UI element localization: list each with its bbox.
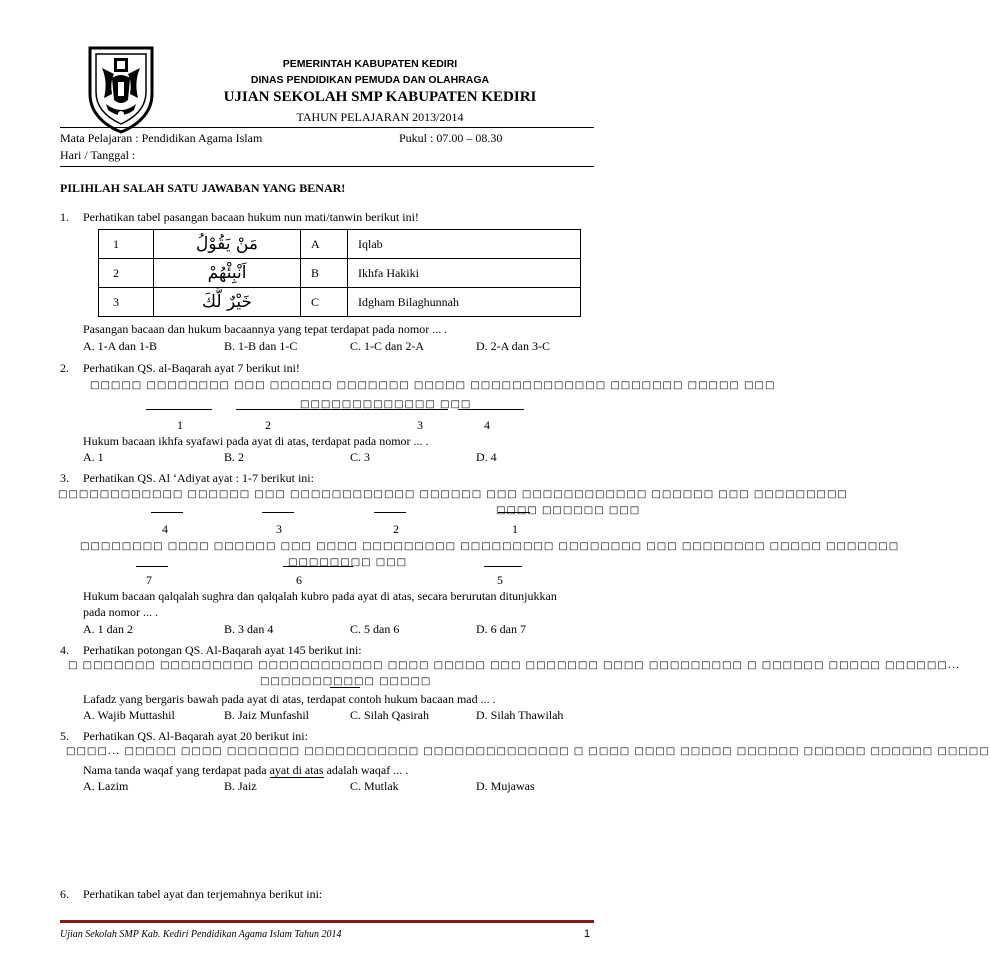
q2-option-c[interactable]: C. 3 [350,450,371,464]
day-date-line: Hari / Tanggal : [60,148,136,162]
q1-number: 1. [60,210,69,224]
q3-underline-2 [374,512,406,513]
q2-option-a[interactable]: A. 1 [83,450,104,464]
q2-underline-4 [458,409,524,410]
q3-underline-1 [498,512,530,513]
row-letter: A [301,230,348,259]
q2-prompt: Hukum bacaan ikhfa syafawi pada ayat di atas, terdapat pada nomor ... . [83,434,429,448]
q2-number: 2. [60,361,69,375]
page-number: 1 [584,928,591,940]
header-exam-title: UJIAN SEKOLAH SMP KABUPATEN KEDIRI [223,89,537,105]
q2-marker-3: 3 [417,418,423,432]
q3-underline-3 [262,512,294,513]
subject-line: Mata Pelajaran : Pendidikan Agama Islam [60,131,263,145]
q4-option-b[interactable]: B. Jaiz Munfashil [224,708,309,722]
q3-verse-line2: □□□□□□□□ □□□□ □□□□□□ □□□ □□□□ □□□□□□□□□ □□□□□□□□□ □□□□□□□□ □□□ □□□□□□□□ □□□□□ □□□□□□□ [80,541,900,552]
table-row [99,288,581,317]
header-school-year: TAHUN PELAJARAN 2013/2014 [296,110,464,124]
q3-marker-3: 3 [276,522,282,536]
q2-marker-2: 2 [265,418,271,432]
row-number: 2 [99,259,154,288]
q3-marker-2: 2 [393,522,399,536]
q4-number: 4. [60,643,69,657]
q1-option-a[interactable]: A. 1-A dan 1-B [83,339,157,353]
q4-verse-line2: □□□□□□□□□□□ □□□□□ [260,676,432,687]
table-row [99,259,581,288]
q4-text: Perhatikan potongan QS. Al-Baqarah ayat 145 berikut ini: [83,643,362,657]
q3-option-a[interactable]: A. 1 dan 2 [83,622,133,636]
q3-prompt-line1: Hukum bacaan qalqalah sughra dan qalqalah kubro pada ayat di atas, secara berurutan ditunjukkan [83,589,557,603]
q5-option-d[interactable]: D. Mujawas [476,779,535,793]
q2-underline-1 [146,409,212,410]
q3-verse-line1b: □□□□ □□□□□□ □□□ [496,505,641,516]
q2-option-d[interactable]: D. 4 [476,450,497,464]
arabic-phrase: خَيْرٌ لَّكَ [154,288,301,317]
q3-underline-5 [484,566,522,567]
q6-text: Perhatikan tabel ayat dan terjemahnya berikut ini: [83,887,323,901]
q6-number: 6. [60,887,69,901]
q3-option-d[interactable]: D. 6 dan 7 [476,622,526,636]
law-name: Iqlab [348,230,581,259]
q5-verse-line1: □□□□... □□□□□ □□□□ □□□□□□□ □□□□□□□□□□□ □□□□□□□□□□□□□□ □ □□□□ □□□□ □□□□□ □□□□□□ □□□□□□ □□□□□□ □□□□□ [66,746,990,757]
q3-option-b[interactable]: B. 3 dan 4 [224,622,274,636]
q5-prompt [83,763,408,778]
arabic-phrase: مَنْ يَقُوْلُ [154,230,301,259]
q2-option-b[interactable]: B. 2 [224,450,245,464]
q3-option-c[interactable]: C. 5 dan 6 [350,622,400,636]
q2-verse-line2: □□□□□□□□□□□□□ □□□ [300,399,472,410]
q2-marker-4: 4 [484,418,490,432]
meta-divider [60,166,594,167]
q3-number: 3. [60,471,69,485]
header-divider [60,127,594,128]
q3-underline-6 [283,566,353,567]
q2-marker-1: 1 [177,418,183,432]
q4-underline [330,687,360,688]
q5-option-a[interactable]: A. Lazim [83,779,129,793]
q3-underline-7 [136,566,168,567]
row-letter: C [301,288,348,317]
footer-text: Ujian Sekolah SMP Kab. Kediri Pendidikan Agama Islam Tahun 2014 [60,929,342,940]
q5-option-c[interactable]: C. Mutlak [350,779,399,793]
q2-underline-3 [386,409,448,410]
q1-option-d[interactable]: D. 2-A dan 3-C [476,339,550,353]
row-letter: B [301,259,348,288]
instruction: PILIHLAH SALAH SATU JAWABAN YANG BENAR! [60,181,346,195]
q3-text: Perhatikan QS. Al ‘Adiyat ayat : 1-7 berikut ini: [83,471,314,485]
row-number: 3 [99,288,154,317]
q3-marker-1: 1 [512,522,518,536]
arabic-phrase: اَنْبِئْهُمْ [154,259,301,288]
q2-verse-line1: □□□□□ □□□□□□□□ □□□ □□□□□□ □□□□□□□ □□□□□ □□□□□□□□□□□□□ □□□□□□□ □□□□□ □□□ [90,380,776,391]
q1-prompt: Pasangan bacaan dan hukum bacaannya yang tepat terdapat pada nomor ... . [83,322,448,336]
law-name: Idgham Bilaghunnah [348,288,581,317]
q3-verse-line1: □□□□□□□□□□□□ □□□□□□ □□□ □□□□□□□□□□□□ □□□□□□ □□□ □□□□□□□□□□□□ □□□□□□ □□□ □□□□□□□□□ [58,489,848,500]
q5-number: 5. [60,729,69,743]
header-government: PEMERINTAH KABUPATEN KEDIRI [282,58,458,70]
q5-option-b[interactable]: B. Jaiz [224,779,257,793]
q5-text: Perhatikan QS. Al-Baqarah ayat 20 berikut ini: [83,729,308,743]
q1-option-b[interactable]: B. 1-B dan 1-C [224,339,298,353]
q3-verse-line2b: □□□□□□□□ □□□ [288,557,408,568]
q4-prompt: Lafadz yang bergaris bawah pada ayat di atas, terdapat contoh hukum bacaan mad ... . [83,692,496,706]
q3-marker-7: 7 [146,573,152,587]
q1-text: Perhatikan tabel pasangan bacaan hukum nun mati/tanwin berikut ini! [83,210,419,224]
q3-marker-5: 5 [497,573,503,587]
time-line: Pukul : 07.00 – 08.30 [399,131,503,145]
law-name: Ikhfa Hakiki [348,259,581,288]
q3-marker-6: 6 [296,573,302,587]
q5-prompt-end: adalah waqaf ... . [323,763,409,777]
q2-text: Perhatikan QS. al-Baqarah ayat 7 berikut ini! [83,361,300,375]
table-row [99,230,581,259]
q4-verse-line1: □ □□□□□□□ □□□□□□□□□ □□□□□□□□□□□□ □□□□ □□□□□ □□□ □□□□□□□ □□□□ □□□□□□□□□ □ □□□□□□ □□□□□ □□□□□□... [68,660,961,671]
q4-option-c[interactable]: C. Silah Qasirah [350,708,429,722]
q5-prompt-start: Nama tanda waqaf yang terdapat pada [83,763,270,777]
q1-option-c[interactable]: C. 1-C dan 2-A [350,339,424,353]
q3-marker-4: 4 [162,522,168,536]
q4-option-a[interactable]: A. Wajib Muttashil [83,708,175,722]
q1-table [98,229,581,317]
q3-prompt-line2: pada nomor ... . [83,605,158,619]
q4-option-d[interactable]: D. Silah Thawilah [476,708,564,722]
q3-underline-4 [151,512,183,513]
footer-divider [60,920,594,923]
header-department: DINAS PENDIDIKAN PEMUDA DAN OLAHRAGA [250,74,490,86]
row-number: 1 [99,230,154,259]
kediri-regency-logo [86,42,156,134]
q5-prompt-underlined: ayat di atas [269,763,324,777]
